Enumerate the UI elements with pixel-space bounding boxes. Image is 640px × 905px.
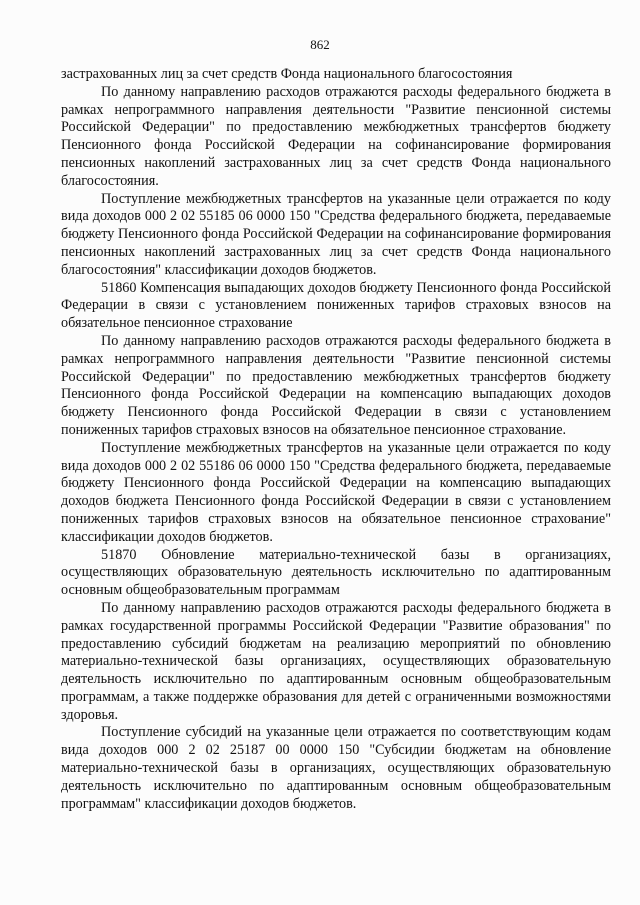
paragraph: По данному направлению расходов отражаются расходы федерального бюджета в рамках непрограммного направления деятельности "Развитие пенсионной системы Российской Федерации" по предоставлению межбюджетных трансфертов бюджету Пенсионного фонда Российской Федерации на компенсацию выпадающих доходов бюджету Пенсионного фонда Российской Федерации в связи с установлением пониженных тарифов страховых взносов на обязательное пенсионное страхование. [61,332,611,438]
paragraph-continuation: застрахованных лиц за счет средств Фонда национального благосостояния [61,66,513,82]
document-body [61,66,611,813]
paragraph: Поступление межбюджетных трансфертов на указанные цели отражается по коду вида доходов 000 2 02 55185 06 0000 150 "Средства федерального бюджета, передаваемые бюджету Пенсионного фонда Российской Федерации на софинансирование формирования пенсионных накоплений застрахованных лиц за счет средств Фонда национального благосостояния" классификации доходов бюджетов. [61,190,611,278]
paragraph: Поступление субсидий на указанные цели отражается по соответствующим кодам вида доходов 000 2 02 25187 00 0000 150 "Субсидии бюджетам на обновление материально-технической базы в организациях, осуществляющих образовательную деятельность исключительно по адаптированным основным общеобразовательным программам" классификации доходов бюджетов. [61,724,611,812]
section-heading-51870: 51870 Обновление материально-технической базы в организациях, осуществляющих образовательную деятельность исключительно по адаптированным основным общеобразовательным программам [61,546,611,599]
paragraph: По данному направлению расходов отражаются расходы федерального бюджета в рамках государственной программы Российской Федерации "Развитие образования" по предоставлению субсидий бюджетам на реализацию мероприятий по обновлению материально-технической базы организациях, осуществляющих образовательную деятельность исключительно по адаптированным основным общеобразовательным программам, а также поддержке образования для детей с ограниченными возможностями здоровья. [61,599,611,723]
paragraph: По данному направлению расходов отражаются расходы федерального бюджета в рамках непрограммного направления деятельности "Развитие пенсионной системы Российской Федерации" по предоставлению межбюджетных трансфертов бюджету Пенсионного фонда Российской Федерации на софинансирование формирования пенсионных накоплений застрахованных лиц за счет средств Фонда национального благосостояния. [61,83,611,189]
page-number: 862 [310,37,330,52]
section-heading-51860: 51860 Компенсация выпадающих доходов бюджету Пенсионного фонда Российской Федерации в связи с установлением пониженных тарифов страховых взносов на обязательное пенсионное страхование [61,279,611,332]
paragraph: Поступление межбюджетных трансфертов на указанные цели отражается по коду вида доходов 000 2 02 55186 06 0000 150 "Средства федерального бюджета, передаваемые бюджету Пенсионного фонда Российской Федерации на компенсацию выпадающих доходов бюджета Пенсионного фонда Российской Федерации в связи с установлением пониженных тарифов страховых взносов на обязательное пенсионное страхование" классификации доходов бюджетов. [61,439,611,545]
